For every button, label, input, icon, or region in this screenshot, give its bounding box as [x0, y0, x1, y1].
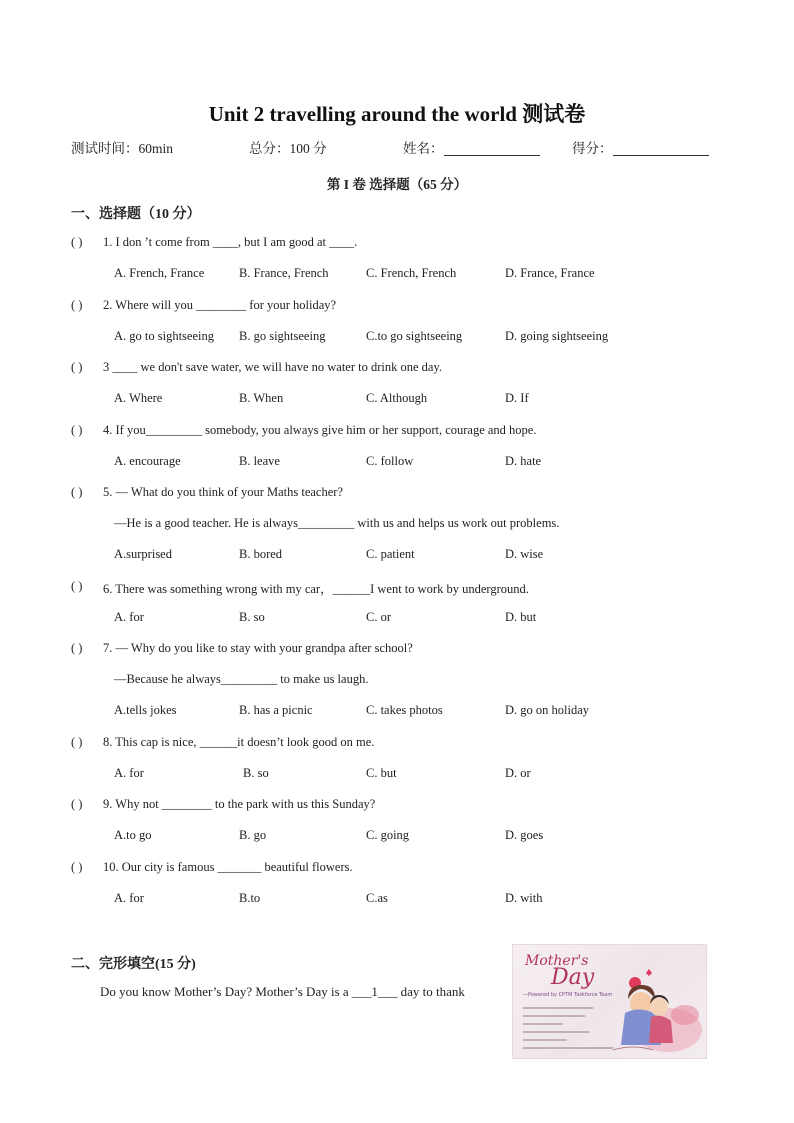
option-c[interactable]: C.to go sightseeing [366, 328, 463, 343]
answer-blank[interactable]: ( ) [71, 297, 83, 312]
option-d[interactable]: D. going sightseeing [505, 328, 609, 343]
option-a[interactable]: A. for [114, 890, 144, 905]
answer-blank[interactable]: ( ) [71, 641, 83, 655]
option-a[interactable]: A. Where [114, 391, 163, 405]
answer-blank[interactable]: ( ) [71, 235, 83, 249]
option-d[interactable]: D. wise [505, 547, 544, 561]
option-a[interactable]: A. French, France [114, 266, 205, 280]
option-c[interactable]: C. Although [366, 391, 428, 405]
option-a[interactable]: A.surprised [114, 547, 172, 561]
option-d[interactable]: D. or [505, 765, 531, 780]
question-stem: 4. If you_________ somebody, you always give him or her support, courage and hope. [103, 422, 537, 437]
image-title-line2: Day [551, 965, 595, 990]
option-b[interactable]: B. go sightseeing [239, 328, 326, 343]
option-a[interactable]: A. go to sightseeing [114, 328, 214, 343]
option-b[interactable]: B. has a picnic [239, 703, 313, 717]
question-stem: 1. I don ’t come from ____, but I am good at ____. [103, 235, 358, 249]
option-c[interactable]: C. but [366, 765, 397, 780]
option-d[interactable]: D. hate [505, 453, 542, 468]
option-a[interactable]: A.to go [114, 828, 152, 842]
answer-blank[interactable]: ( ) [71, 734, 83, 749]
cloze-passage: Do you know Mother’s Day? Mother’s Day is a ___1___ day to thank [100, 984, 465, 999]
total-score: 总分：100 分 [249, 141, 327, 156]
question-stem: 5. — What do you think of your Maths teacher? [103, 485, 343, 499]
option-b[interactable]: B.to [239, 890, 261, 905]
option-c[interactable]: C. patient [366, 547, 415, 561]
part-heading: 第 I 卷 选择题（65 分） [326, 177, 468, 192]
question-stem: 8. This cap is nice, ______it doesn’t look good on me. [103, 734, 375, 749]
question-dialogue-line: —Because he always_________ to make us laugh. [114, 672, 369, 686]
section-heading-choice: 一、选择题（10 分） [71, 207, 201, 222]
option-c[interactable]: C. follow [366, 453, 414, 468]
option-c[interactable]: C. going [366, 828, 410, 842]
option-b[interactable]: B. so [239, 609, 265, 624]
question-dialogue-line: —He is a good teacher. He is always_________ with us and helps us work out problems. [114, 516, 560, 530]
score-label: 得分： [572, 141, 613, 156]
option-d[interactable]: D. go on holiday [505, 703, 590, 717]
option-b[interactable]: B. go [239, 828, 267, 842]
option-d[interactable]: D. If [505, 391, 529, 405]
option-b[interactable]: B. bored [239, 547, 283, 561]
name-field[interactable] [403, 137, 540, 157]
answer-blank[interactable]: ( ) [71, 859, 83, 874]
answer-blank[interactable]: ( ) [71, 578, 83, 593]
option-d[interactable]: D. with [505, 890, 543, 905]
score-field[interactable] [572, 137, 709, 157]
option-c[interactable]: C.as [366, 890, 388, 905]
mother-child-illustration [513, 945, 707, 1059]
question-stem: 9. Why not ________ to the park with us this Sunday? [103, 797, 376, 811]
section-heading-cloze: 二、完形填空(15 分) [71, 957, 196, 972]
option-d[interactable]: D. France, France [505, 266, 595, 280]
question-stem: 2. Where will you ________ for your holiday? [103, 297, 337, 312]
option-b[interactable]: B. When [239, 391, 284, 405]
test-time: 测试时间：60min [71, 141, 174, 156]
question-stem: 7. — Why do you like to stay with your grandpa after school? [103, 641, 413, 655]
image-title-line1: Mother's [525, 953, 589, 969]
option-a[interactable]: A. for [114, 609, 144, 624]
option-d[interactable]: D. but [505, 609, 537, 624]
name-blank[interactable] [444, 142, 540, 156]
score-blank[interactable] [613, 142, 709, 156]
option-a[interactable]: A. for [114, 765, 144, 780]
option-a[interactable]: A. encourage [114, 453, 181, 468]
name-label: 姓名： [403, 141, 444, 156]
question-stem: 3 ____ we don't save water, we will have no water to drink one day. [103, 360, 443, 374]
option-c[interactable]: C. takes photos [366, 703, 443, 717]
question-stem: 10. Our city is famous _______ beautiful flowers. [103, 859, 353, 874]
answer-blank[interactable]: ( ) [71, 360, 83, 374]
option-b[interactable]: B. leave [239, 453, 280, 468]
option-b[interactable]: B. so [243, 765, 269, 780]
option-b[interactable]: B. France, French [239, 266, 329, 280]
option-c[interactable]: C. or [366, 609, 391, 624]
image-subtitle: —Powered by CPTM Taskforce Team [523, 992, 613, 998]
answer-blank[interactable]: ( ) [71, 797, 83, 811]
option-c[interactable]: C. French, French [366, 266, 457, 280]
answer-blank[interactable]: ( ) [71, 422, 83, 437]
mothers-day-image [512, 944, 707, 1059]
page-title: Unit 2 travelling around the world 测试卷 [208, 102, 586, 126]
option-a[interactable]: A.tells jokes [114, 703, 177, 717]
question-stem: 6. There was something wrong with my car，______I went to work by underground. [103, 581, 529, 596]
answer-blank[interactable]: ( ) [71, 485, 83, 499]
option-d[interactable]: D. goes [505, 828, 544, 842]
